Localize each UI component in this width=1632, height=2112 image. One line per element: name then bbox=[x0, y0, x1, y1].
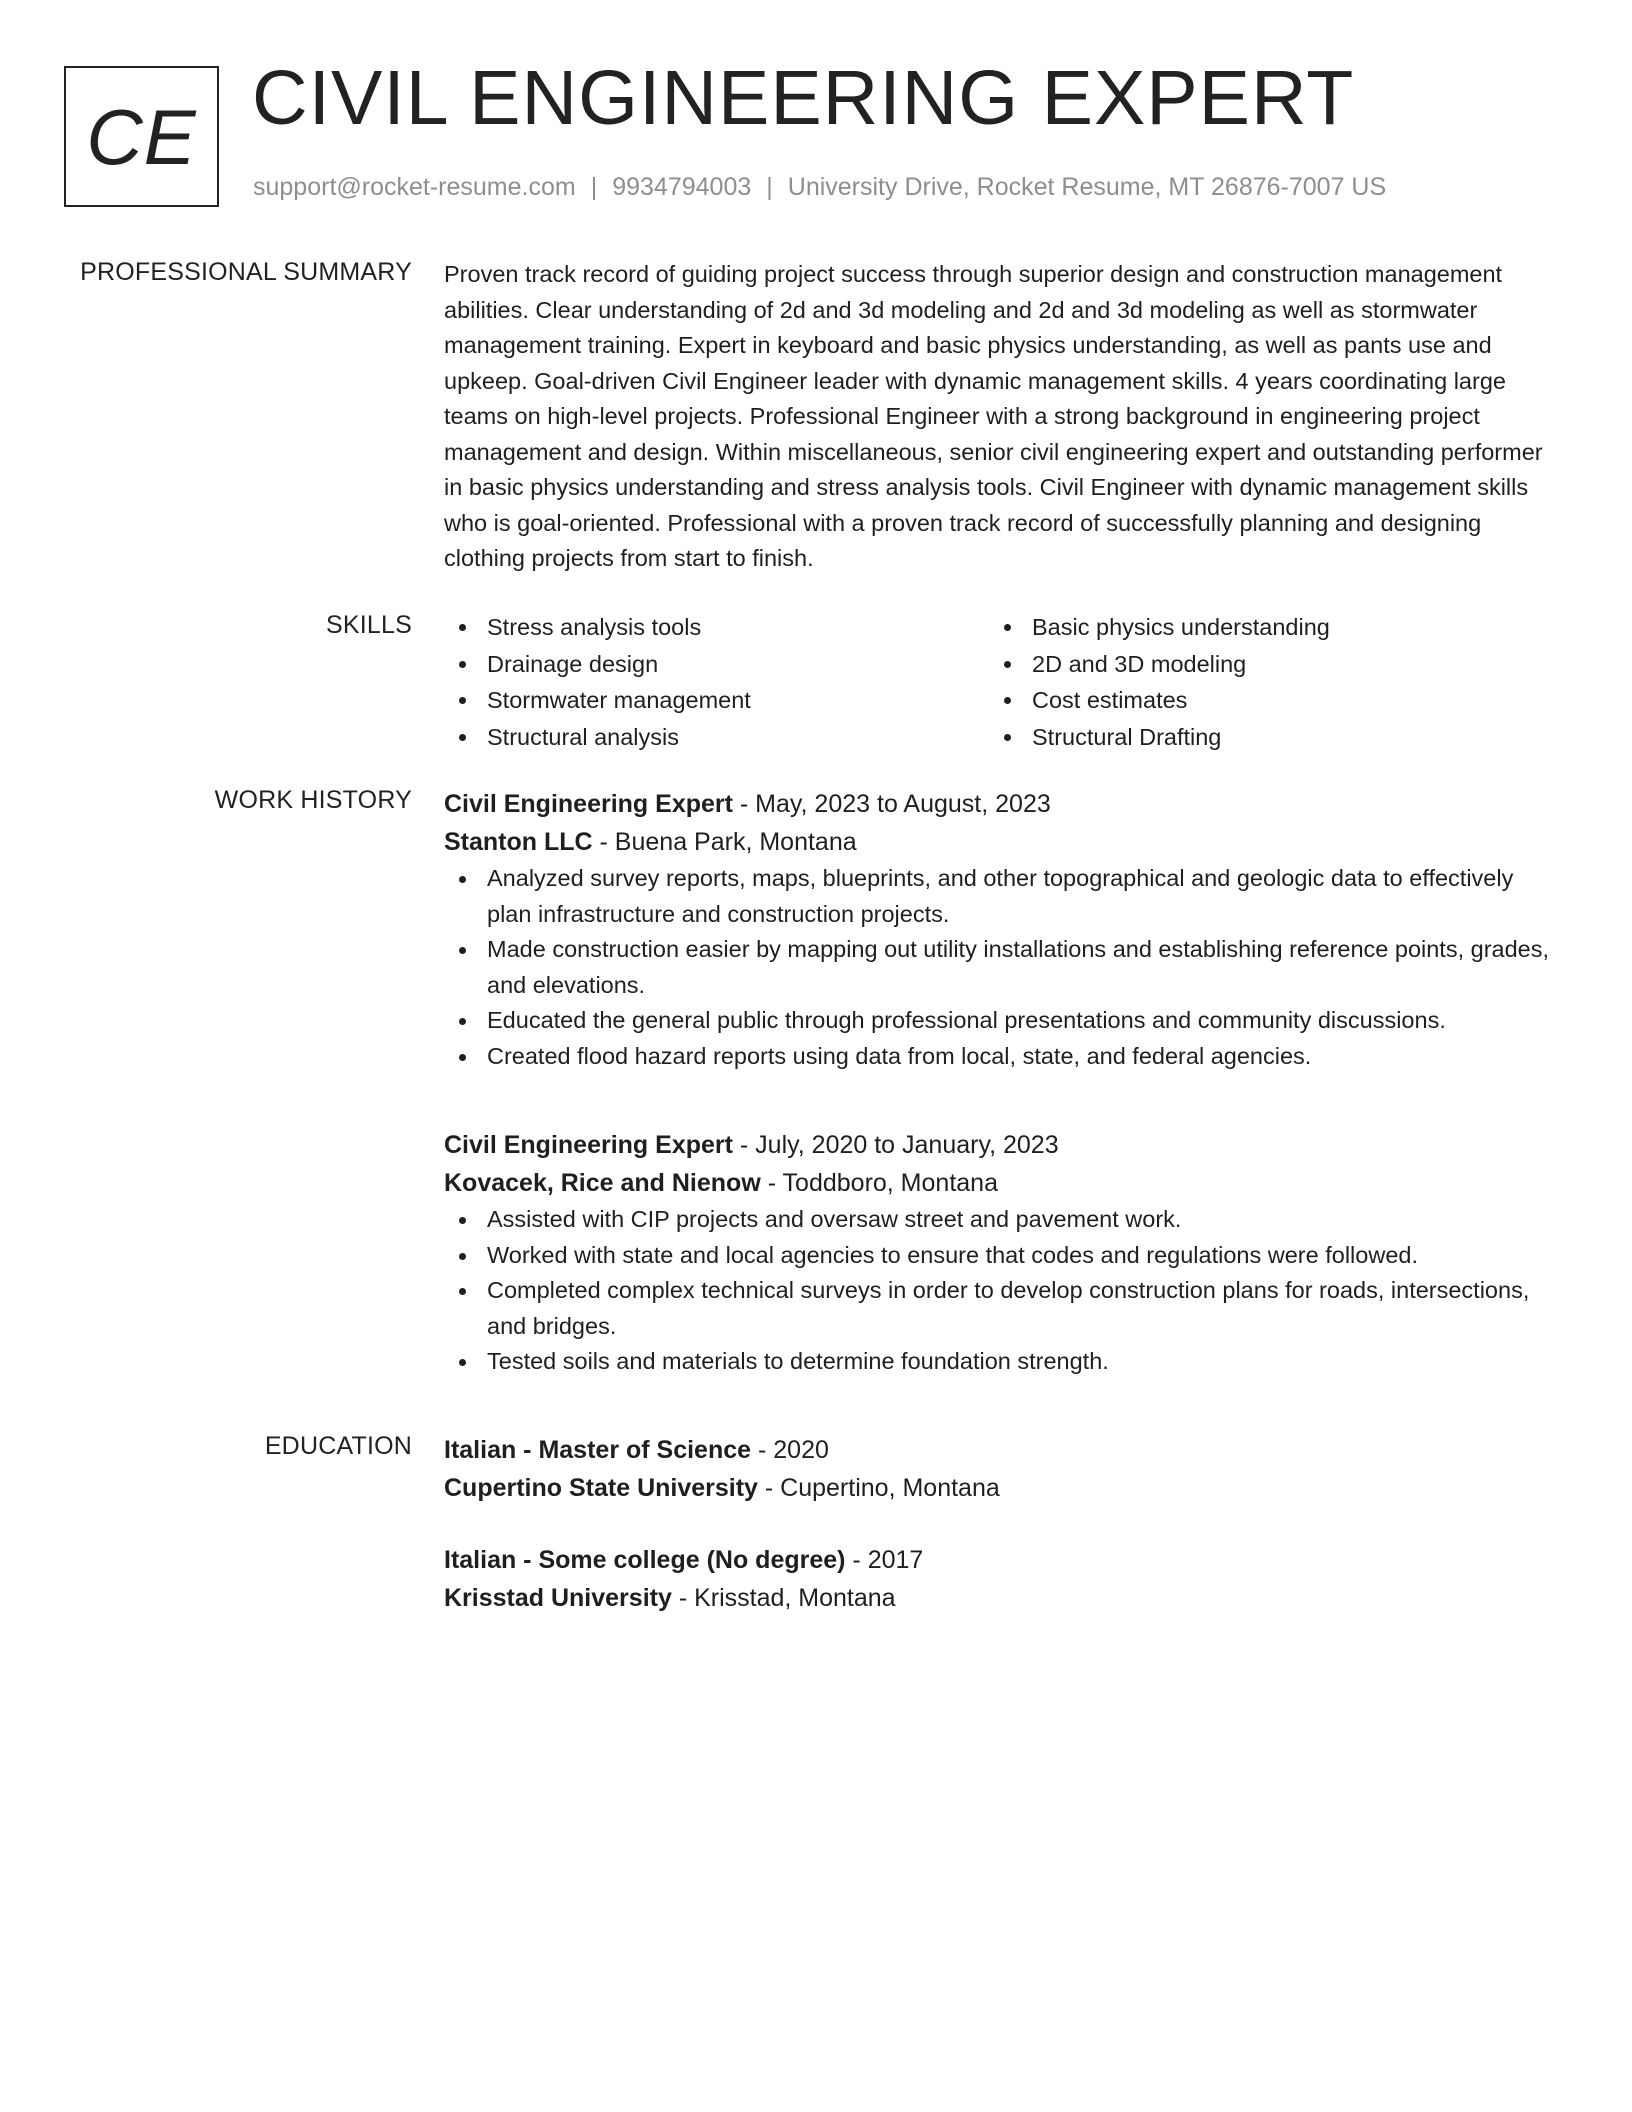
job-title-line bbox=[444, 785, 1554, 823]
job-title: Civil Engineering Expert bbox=[444, 1131, 733, 1159]
degree: Italian - Master of Science bbox=[444, 1436, 752, 1464]
skill-item: Stormwater management bbox=[444, 682, 989, 719]
skills-grid bbox=[444, 609, 1554, 755]
education-entry bbox=[444, 1431, 1554, 1507]
skill-item: Basic physics understanding bbox=[989, 609, 1534, 646]
section-label-summary: PROFESSIONAL SUMMARY bbox=[80, 258, 412, 286]
section-label-skills: SKILLS bbox=[326, 611, 412, 639]
contact-line bbox=[253, 173, 1386, 202]
job-location: - Buena Park, Montana bbox=[592, 828, 857, 856]
skills-list-left bbox=[444, 609, 989, 755]
monogram-initials: CE bbox=[86, 92, 197, 181]
section-label-work: WORK HISTORY bbox=[214, 786, 412, 814]
contact-separator: | bbox=[766, 173, 773, 201]
job-bullets bbox=[444, 1202, 1554, 1380]
skill-item: Cost estimates bbox=[989, 682, 1534, 719]
job-bullet: Created flood hazard reports using data from local, state, and federal agencies. bbox=[444, 1039, 1554, 1075]
monogram-box bbox=[64, 66, 219, 207]
education-entry bbox=[444, 1541, 1554, 1617]
contact-phone: 9934794003 bbox=[612, 173, 752, 201]
degree-year: - 2020 bbox=[751, 1436, 829, 1464]
job-title-line bbox=[444, 1126, 1554, 1164]
job-bullet: Worked with state and local agencies to ensure that codes and regulations were followed. bbox=[444, 1238, 1554, 1274]
job-bullet: Assisted with CIP projects and oversaw street and pavement work. bbox=[444, 1202, 1554, 1238]
school-line bbox=[444, 1579, 1554, 1617]
degree-year: - 2017 bbox=[845, 1546, 924, 1574]
job-bullet: Tested soils and materials to determine foundation strength. bbox=[444, 1344, 1554, 1380]
job-dates: - May, 2023 to August, 2023 bbox=[732, 790, 1051, 818]
candidate-name: CIVIL ENGINEERING EXPERT bbox=[252, 55, 1355, 141]
degree-line bbox=[444, 1431, 1554, 1469]
job-entry bbox=[444, 1126, 1554, 1380]
skills-section bbox=[444, 609, 1554, 755]
skill-item: Stress analysis tools bbox=[444, 609, 989, 646]
job-bullets bbox=[444, 861, 1554, 1074]
degree-line bbox=[444, 1541, 1554, 1579]
school-location: - Cupertino, Montana bbox=[757, 1474, 1000, 1502]
job-location: - Toddboro, Montana bbox=[760, 1169, 998, 1197]
school-line bbox=[444, 1469, 1554, 1507]
summary-section bbox=[444, 257, 1554, 577]
skill-item: Drainage design bbox=[444, 646, 989, 683]
job-bullet: Educated the general public through professional presentations and community discussions. bbox=[444, 1003, 1554, 1039]
summary-text: Proven track record of guiding project success through superior design and construction management abilities. Clear understanding of 2d and 3d modeling and 2d and 3d modeling as well as stormwater management training. Expert in keyboard and basic physics understanding, as well as pants use and upkeep. Goal-driven Civil Engineer leader with dynamic management skills. 4 years coordinating large teams on high-level projects. Professional Engineer with a strong background in engineering project management and design. Within miscellaneous, senior civil engineering expert and outstanding performer in basic physics understanding and stress analysis tools. Civil Engineer with dynamic management skills who is goal-oriented. Professional with a proven track record of successfully planning and designing clothing projects from start to finish. bbox=[444, 261, 1543, 571]
contact-separator: | bbox=[590, 173, 598, 201]
skills-list-right bbox=[989, 609, 1534, 755]
job-company-line bbox=[444, 1164, 1554, 1202]
school: Cupertino State University bbox=[444, 1474, 758, 1502]
job-company: Kovacek, Rice and Nienow bbox=[444, 1169, 761, 1197]
job-dates: - July, 2020 to January, 2023 bbox=[732, 1131, 1059, 1159]
job-title: Civil Engineering Expert bbox=[444, 790, 733, 818]
job-bullet: Completed complex technical surveys in order to develop construction plans for roads, intersections, and bridges. bbox=[444, 1273, 1554, 1344]
job-bullet: Made construction easier by mapping out utility installations and establishing reference points, grades, and elevations. bbox=[444, 932, 1554, 1003]
job-company: Stanton LLC bbox=[444, 828, 593, 856]
skill-item: Structural Drafting bbox=[989, 719, 1534, 756]
job-entry bbox=[444, 785, 1554, 1074]
skill-item: 2D and 3D modeling bbox=[989, 646, 1534, 683]
job-bullet: Analyzed survey reports, maps, blueprints, and other topographical and geologic data to effectively plan infrastructure and construction projects. bbox=[444, 861, 1554, 932]
skill-item: Structural analysis bbox=[444, 719, 989, 756]
contact-email: support@rocket-resume.com bbox=[253, 173, 576, 201]
section-label-education: EDUCATION bbox=[264, 1432, 412, 1460]
degree: Italian - Some college (No degree) bbox=[444, 1546, 846, 1574]
school-location: - Krisstad, Montana bbox=[671, 1584, 896, 1612]
contact-address: University Drive, Rocket Resume, MT 26876-7007 US bbox=[787, 173, 1387, 201]
job-company-line bbox=[444, 823, 1554, 861]
school: Krisstad University bbox=[444, 1584, 672, 1612]
